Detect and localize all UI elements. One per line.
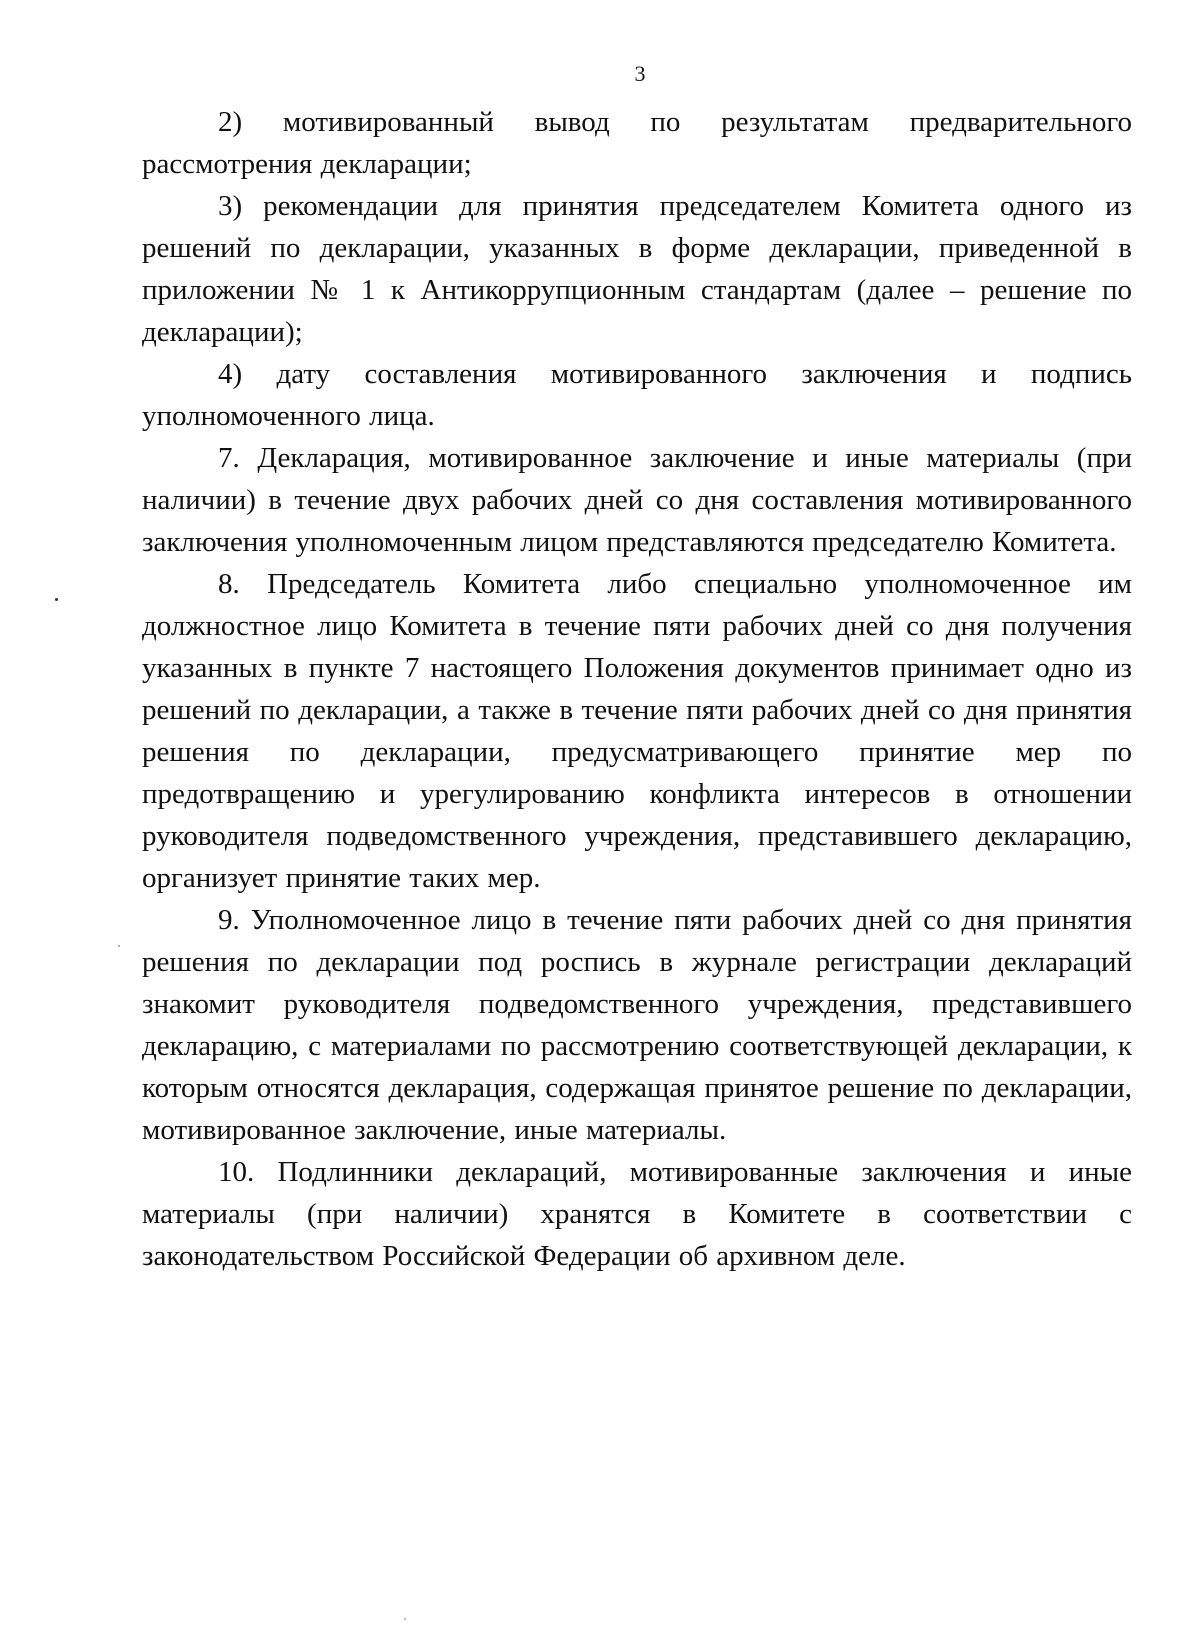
paragraph-7: 7. Декларация, мотивированное заключение и иные материалы (при наличии) в течение двух рабочих дней со дня составления мотивированного заключения уполномоченным лицом представляются председателю Комитета. [142, 442, 1132, 558]
paragraph-item-3: 3) рекомендации для принятия председателем Комитета одного из решений по декларации, указанных в форме декларации, приведенной в приложении № 1 к Антикоррупционным стандартам (далее – решение по декларации); [142, 190, 1132, 348]
document-body [142, 101, 1132, 1277]
paragraph-10: 10. Подлинники деклараций, мотивированные заключения и иные материалы (при наличии) хранятся в Комитете в соответствии с законодательством Российской Федерации об архивном деле. [142, 1156, 1132, 1272]
scan-speck [118, 945, 120, 947]
paragraph-9: 9. Уполномоченное лицо в течение пяти рабочих дней со дня принятия решения по декларации под роспись в журнале регистрации деклараций знакомит руководителя подведомственного учреждения, представившего декларацию, с материалами по рассмотрению соответствующей декларации, к которым относятся декларация, содержащая принятое решение по декларации, мотивированное заключение, иные материалы. [142, 904, 1132, 1146]
scan-speck [404, 1618, 406, 1620]
paragraph-8: 8. Председатель Комитета либо специально уполномоченное им должностное лицо Комитета в течение пяти рабочих дней со дня получения указанных в пункте 7 настоящего Положения документов принимает одно из решений по декларации, а также в течение пяти рабочих дней со дня принятия решения по декларации, предусматривающего принятие мер по предотвращению и урегулированию конфликта интересов в отношении руководителя подведомственного учреждения, представившего декларацию, организует принятие таких мер. [142, 568, 1132, 894]
paragraph-item-4: 4) дату составления мотивированного заключения и подпись уполномоченного лица. [142, 358, 1132, 432]
paragraph-item-2: 2) мотивированный вывод по результатам предварительного рассмотрения декларации; [142, 106, 1132, 180]
page-number: 3 [634, 61, 646, 86]
scan-speck [55, 598, 58, 601]
